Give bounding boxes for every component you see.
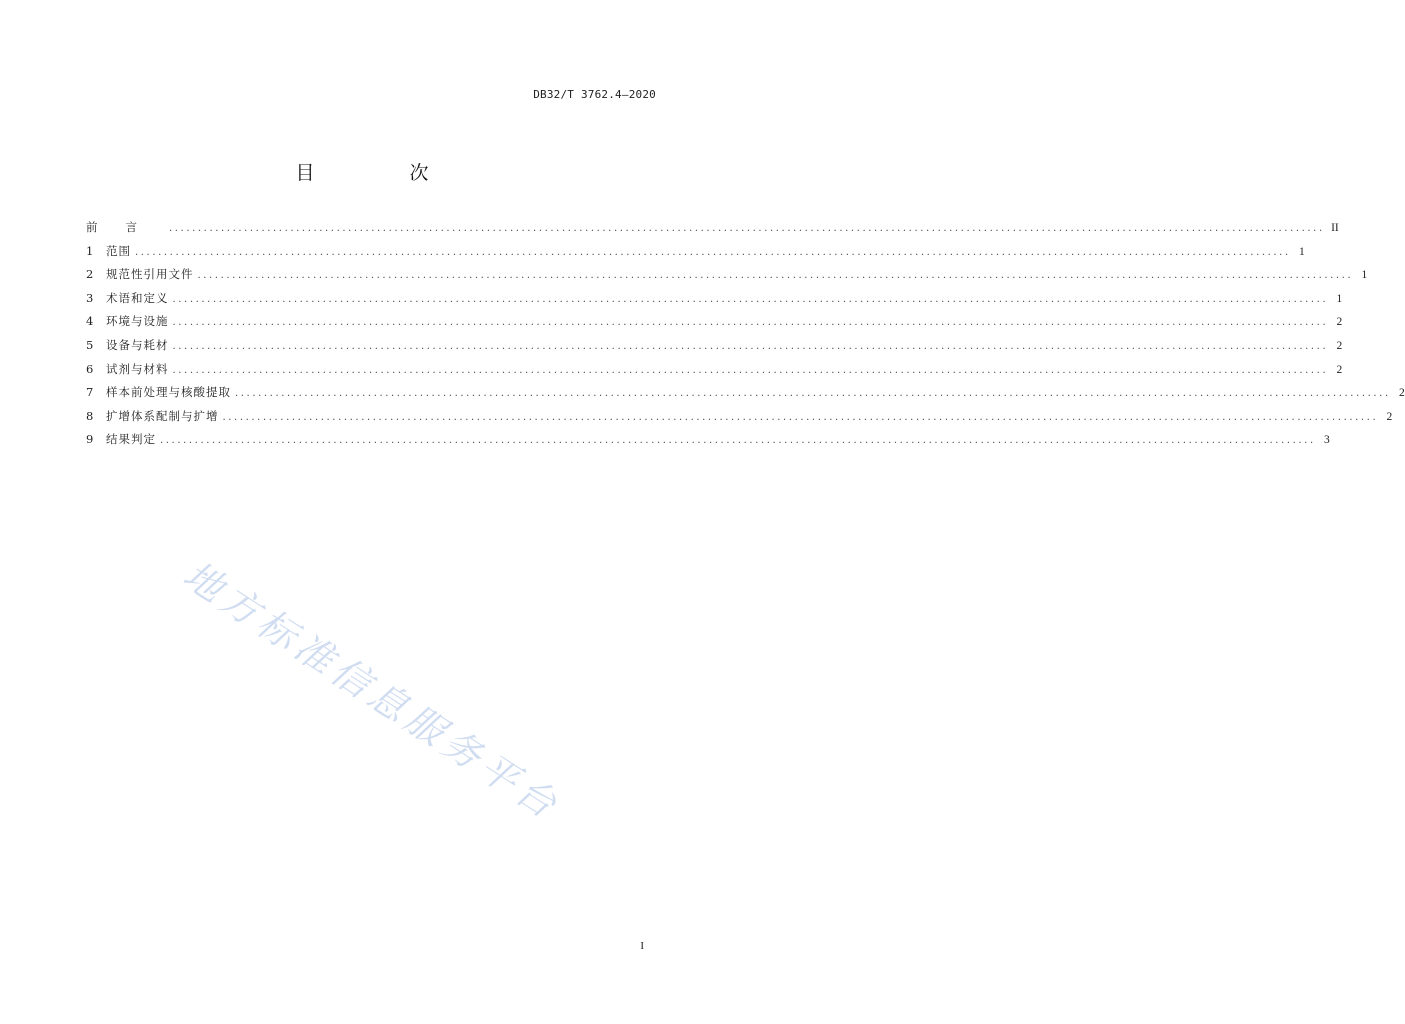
toc-entry-number: 2 bbox=[86, 267, 94, 282]
toc-entry-environment[interactable] bbox=[86, 313, 1343, 337]
toc-leader-dots: ........................................................................................................................................................................................................ bbox=[235, 388, 1391, 400]
toc-entry-label: 试剂与材料 bbox=[106, 361, 169, 376]
toc-entry-number: 8 bbox=[86, 408, 94, 423]
toc-entry-label: 术语和定义 bbox=[106, 290, 169, 305]
watermark-text: 地方标准信息服务平台 bbox=[175, 552, 569, 830]
toc-entry-equipment[interactable] bbox=[86, 337, 1343, 361]
toc-entry-page: 2 bbox=[1336, 339, 1343, 352]
toc-entry-reagents[interactable] bbox=[86, 361, 1343, 385]
toc-leader-dots: ........................................................................................................................................................................................................ bbox=[222, 411, 1379, 423]
toc-entry-label: 样本前处理与核酸提取 bbox=[106, 385, 231, 400]
document-code: DB32/T 3762.4—2020 bbox=[533, 88, 656, 101]
table-of-contents bbox=[86, 219, 1405, 455]
toc-leader-dots: ........................................................................................................................................................................................................ bbox=[172, 340, 1329, 352]
toc-leader-dots: ........................................................................................................................................................................................................ bbox=[160, 435, 1316, 447]
toc-entry-number: 4 bbox=[86, 314, 94, 329]
toc-leader-dots: ........................................................................................................................................................................................................ bbox=[197, 270, 1354, 282]
toc-entry-amplification[interactable] bbox=[86, 408, 1393, 432]
toc-entry-page: 2 bbox=[1386, 410, 1393, 423]
toc-entry-number: 5 bbox=[86, 337, 94, 352]
toc-entry-label: 环境与设施 bbox=[106, 314, 169, 329]
toc-entry-terms[interactable] bbox=[86, 290, 1343, 314]
toc-leader-dots: ........................................................................................................................................................................................................ bbox=[172, 317, 1329, 329]
toc-entry-result-determination[interactable] bbox=[86, 431, 1330, 455]
toc-entry-sample-preparation[interactable] bbox=[86, 384, 1405, 408]
toc-leader-dots: ........................................................................................................................................................................................................ bbox=[169, 223, 1325, 234]
toc-entry-number: 3 bbox=[86, 290, 94, 305]
page-number: I bbox=[640, 940, 644, 952]
toc-leader-dots: ........................................................................................................................................................................................................ bbox=[172, 293, 1329, 305]
toc-title: 目 次 bbox=[295, 162, 467, 184]
toc-entry-number: 1 bbox=[86, 243, 94, 258]
toc-entry-label: 扩增体系配制与扩增 bbox=[106, 408, 219, 423]
toc-entry-number: 6 bbox=[86, 361, 94, 376]
toc-entry-number: 7 bbox=[86, 385, 94, 400]
toc-entry-page: 2 bbox=[1399, 387, 1405, 400]
toc-entry-scope[interactable] bbox=[86, 243, 1305, 267]
toc-entry-page: 1 bbox=[1336, 292, 1343, 305]
toc-leader-dots: ........................................................................................................................................................................................................ bbox=[172, 364, 1329, 376]
toc-entry-label: 范围 bbox=[106, 243, 131, 258]
toc-entry-page: 1 bbox=[1361, 269, 1368, 282]
toc-entry-label: 设备与耗材 bbox=[106, 337, 169, 352]
toc-entry-page: II bbox=[1331, 222, 1339, 234]
toc-entry-label: 规范性引用文件 bbox=[106, 267, 194, 282]
toc-leader-dots: ........................................................................................................................................................................................................ bbox=[135, 246, 1291, 258]
toc-entry-page: 1 bbox=[1299, 245, 1305, 258]
toc-entry-page: 2 bbox=[1336, 316, 1343, 329]
toc-entry-number: 9 bbox=[86, 432, 94, 447]
toc-entry-page: 3 bbox=[1324, 434, 1330, 447]
toc-entry-label: 结果判定 bbox=[106, 432, 156, 447]
toc-entry-page: 2 bbox=[1336, 363, 1343, 376]
toc-entry-normative-references[interactable] bbox=[86, 266, 1368, 290]
toc-entry-label: 前言 bbox=[86, 220, 165, 234]
toc-entry-preface[interactable] bbox=[86, 219, 1339, 243]
